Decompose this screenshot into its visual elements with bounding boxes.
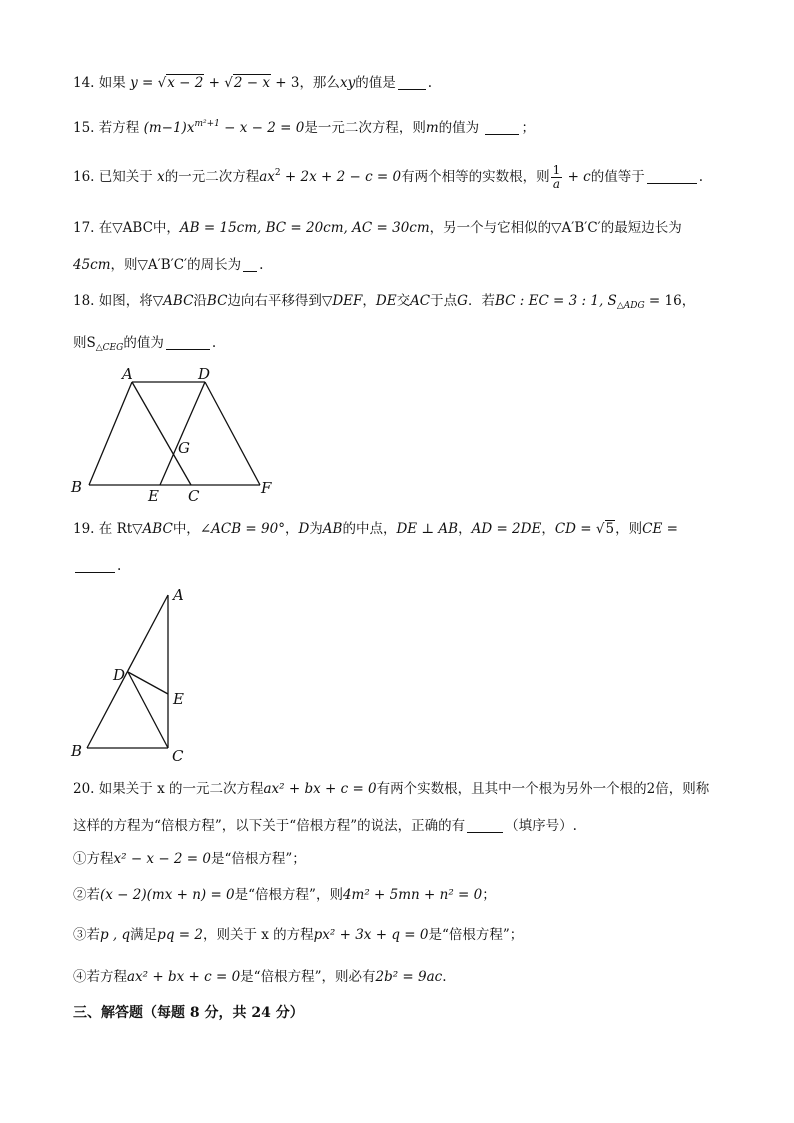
question-17-line2: 45cm，则▽A′B′C′的周长为 . <box>73 257 264 273</box>
question-20-line1: 20. 如果关于 x 的一元二次方程ax² + bx + c = 0有两个实数根，且其中一个根为另外一个根的2倍，则称 <box>73 781 710 797</box>
question-18-line2: 则$S_{\triangle CEG}$的值为 . <box>73 335 217 353</box>
section-3-heading: 三、解答题（每题 8 分，共 24 分） <box>73 1005 304 1021</box>
question-18-line1: 18. 如图，将▽ABC沿BC边向右平移得到▽DEF，DE交AC于点G．若BC : EC = 3 : 1, $S_{\triangle ADG} = 16$， <box>73 293 696 311</box>
answer-blank-14[interactable] <box>398 75 426 90</box>
answer-blank-18[interactable] <box>166 335 210 350</box>
question-16: 16. 已知关于 x的一元二次方程$ax^2 + 2x + 2 - c = 0$有两个相等的实数根，则 $\frac{1}{a}$ + c的值等于 . <box>73 163 704 191</box>
answer-blank-20[interactable] <box>467 818 503 833</box>
label-D: D <box>113 666 126 684</box>
label-F: F <box>261 479 272 497</box>
question-15: 15. 若方程 $(m-1)x^{m^2+1} - x - 2 = 0$是一元二次方程，则m的值为 ； <box>73 119 535 136</box>
label-G: G <box>178 439 190 457</box>
fraction-1-over-a: $\frac{1}{a}$ <box>552 163 561 191</box>
option-1: ①方程x² − x − 2 = 0是“倍根方程”； <box>73 851 306 867</box>
question-17-line1: 17. 在▽ABC中，AB = 15cm, BC = 20cm, AC = 30cm，另一个与它相似的▽A′B′C′的最短边长为 <box>73 220 682 236</box>
segment-AB <box>89 382 132 485</box>
label-B: B <box>71 742 83 760</box>
label-C: C <box>172 747 184 765</box>
label-A: A <box>122 365 133 383</box>
label-D: D <box>198 365 211 383</box>
question-19-line2: . <box>73 557 121 575</box>
segment-DF <box>205 382 260 485</box>
figure-18-trapezoid <box>60 362 290 507</box>
label-B: B <box>71 478 83 496</box>
answer-blank-19[interactable] <box>75 558 115 573</box>
figure-19-right-triangle <box>65 585 195 765</box>
label-A: A <box>173 586 184 604</box>
answer-blank-16[interactable] <box>647 169 697 184</box>
option-4: ④若方程ax² + bx + c = 0是“倍根方程”，则必有2b² = 9ac. <box>73 969 447 985</box>
label-E: E <box>148 487 159 505</box>
question-14: 14. 如果 y = √x − 2 + √2 − x + 3，那么xy的值是 . <box>73 75 432 91</box>
label-C: C <box>188 487 200 505</box>
option-3: ③若p , q满足pq = 2，则关于 x 的方程px² + 3x + q = 0是“倍根方程”； <box>73 927 524 943</box>
label-E: E <box>173 690 184 708</box>
answer-blank-17[interactable] <box>243 257 257 272</box>
answer-blank-15[interactable] <box>485 120 519 135</box>
question-19-line1: 19. 在 Rt▽ABC中，∠ACB = 90°，D为AB的中点，DE ⊥ AB，AD = 2DE，CD = √5，则CE = <box>73 521 678 537</box>
option-2: ②若(x − 2)(mx + n) = 0是“倍根方程”，则4m² + 5mn + n² = 0； <box>73 887 496 903</box>
question-20-line2: 这样的方程为“倍根方程”，以下关于“倍根方程”的说法，正确的有 （填序号）. <box>73 818 577 834</box>
